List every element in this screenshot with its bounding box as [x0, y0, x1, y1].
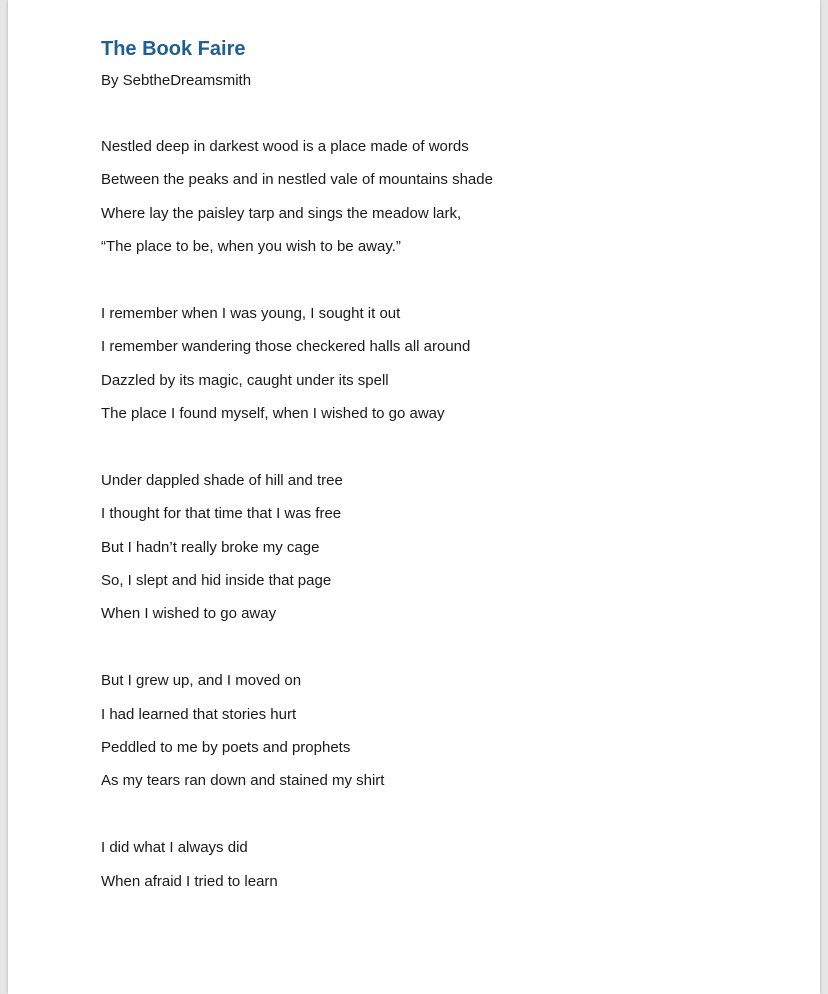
poem-line: As my tears ran down and stained my shirt: [101, 772, 385, 790]
stanza-5: [101, 831, 741, 898]
poem-line: When afraid I tried to learn: [101, 872, 278, 890]
stanza-1: [101, 130, 741, 264]
stanza-3: [101, 464, 741, 631]
poem-line: Nestled deep in darkest wood is a place made of words: [101, 138, 469, 155]
poem-line: I remember when I was young, I sought it out: [101, 304, 401, 322]
document-page: [8, 0, 820, 994]
poem-line: I thought for that time that I was free: [101, 505, 342, 523]
poem-line: I remember wandering those checkered halls all around: [101, 338, 471, 356]
poem-line: The place I found myself, when I wished to go away: [101, 405, 445, 423]
page-title: The Book Faire: [101, 38, 246, 60]
poem-line: So, I slept and hid inside that page: [101, 572, 332, 590]
poem-line: Between the peaks and in nestled vale of mountains shade: [101, 171, 493, 189]
poem-content: [101, 34, 741, 898]
poem-line: Dazzled by its magic, caught under its spell: [101, 371, 389, 389]
stanza-2: [101, 297, 741, 431]
stanza-4: [101, 664, 741, 798]
poem-line: I had learned that stories hurt: [101, 705, 297, 723]
poem-line: But I hadn’t really broke my cage: [101, 538, 320, 556]
poem-line: Peddled to me by poets and prophets: [101, 739, 351, 757]
poem-line: I did what I always did: [101, 839, 248, 857]
poem-line: Where lay the paisley tarp and sings the meadow lark,: [101, 204, 462, 222]
author-byline: By SebtheDreamsmith: [101, 72, 252, 89]
poem-line: But I grew up, and I moved on: [101, 672, 302, 690]
poem-line: Under dappled shade of hill and tree: [101, 471, 343, 489]
poem-line: When I wished to go away: [101, 605, 277, 623]
poem-line: “The place to be, when you wish to be away.”: [101, 238, 401, 256]
